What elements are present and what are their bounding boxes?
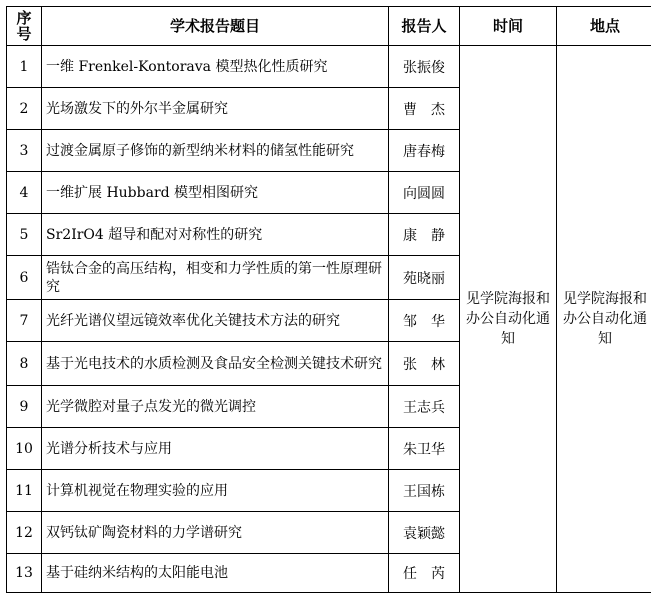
row-number: 11 [7,470,42,512]
speaker-name: 曹 杰 [389,88,460,130]
time-cell: 见学院海报和办公自动化通知 [460,46,557,593]
speaker-name: 康 静 [389,214,460,256]
table-row [7,46,651,88]
row-number: 6 [7,256,42,300]
speaker-name: 邹 华 [389,300,460,342]
report-title: 一维 Frenkel-Kontorava 模型热化性质研究 [42,46,389,88]
speaker-name: 张 林 [389,342,460,386]
report-title: 光谱分析技术与应用 [42,428,389,470]
speaker-name: 唐春梅 [389,130,460,172]
report-title: 光纤光谱仪望远镜效率优化关键技术方法的研究 [42,300,389,342]
place-cell: 见学院海报和办公自动化通知 [557,46,651,593]
speaker-name: 王国栋 [389,470,460,512]
report-title: Sr2IrO4 超导和配对对称性的研究 [42,214,389,256]
report-title: 光场激发下的外尔半金属研究 [42,88,389,130]
report-title: 光学微腔对量子点发光的微光调控 [42,386,389,428]
speaker-name: 向圆圆 [389,172,460,214]
speaker-name: 任 芮 [389,554,460,593]
row-number: 9 [7,386,42,428]
speaker-name: 王志兵 [389,386,460,428]
row-number: 7 [7,300,42,342]
header-row [7,7,651,46]
report-title: 锆钛合金的高压结构，相变和力学性质的第一性原理研究 [42,256,389,300]
speaker-name: 苑晓丽 [389,256,460,300]
header-title: 学术报告题目 [42,7,389,46]
report-title: 基于硅纳米结构的太阳能电池 [42,554,389,593]
header-no: 序号 [7,7,42,46]
report-title: 计算机视觉在物理实验的应用 [42,470,389,512]
row-number: 3 [7,130,42,172]
row-number: 2 [7,88,42,130]
report-title: 基于光电技术的水质检测及食品安全检测关键技术研究 [42,342,389,386]
header-time: 时间 [460,7,557,46]
report-title: 过渡金属原子修饰的新型纳米材料的储氢性能研究 [42,130,389,172]
row-number: 10 [7,428,42,470]
row-number: 1 [7,46,42,88]
row-number: 13 [7,554,42,593]
header-speaker: 报告人 [389,7,460,46]
row-number: 4 [7,172,42,214]
header-place: 地点 [557,7,651,46]
speaker-name: 袁颖懿 [389,512,460,554]
report-schedule-table [6,6,651,593]
speaker-name: 张振俊 [389,46,460,88]
row-number: 8 [7,342,42,386]
report-title: 一维扩展 Hubbard 模型相图研究 [42,172,389,214]
row-number: 12 [7,512,42,554]
speaker-name: 朱卫华 [389,428,460,470]
row-number: 5 [7,214,42,256]
report-title: 双钙钛矿陶瓷材料的力学谱研究 [42,512,389,554]
